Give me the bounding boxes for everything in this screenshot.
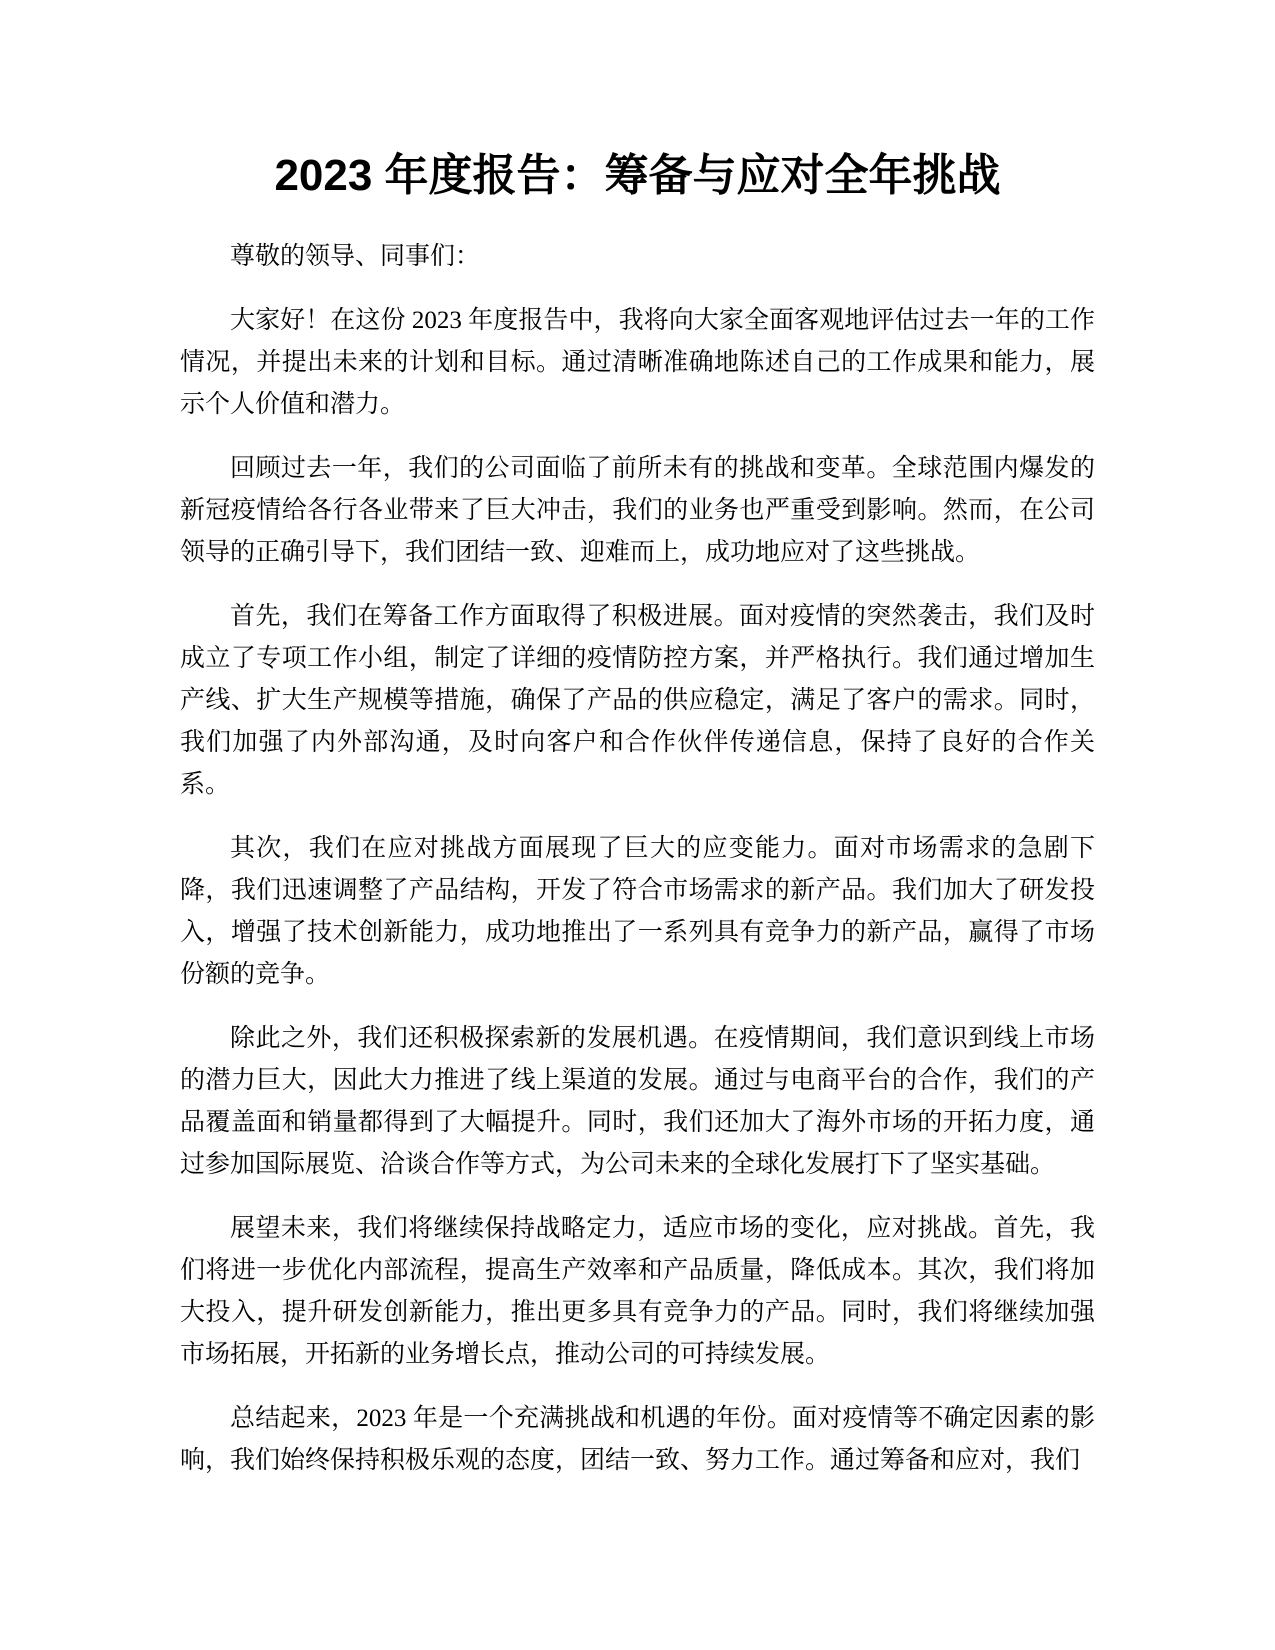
preparation-paragraph: 首先，我们在筹备工作方面取得了积极进展。面对疫情的突然袭击，我们及时成立了专项工作小组，制定了详细的疫情防控方案，并严格执行。我们通过增加生产线、扩大生产规模等措施，确保了产品的供应稳定，满足了客户的需求。同时，我们加强了内外部沟通，及时向客户和合作伙伴传递信息，保持了良好的合作关系。 xyxy=(180,603,1095,798)
document-body xyxy=(180,236,1095,1504)
salutation-paragraph: 尊敬的领导、同事们： xyxy=(230,243,481,270)
intro-paragraph: 大家好！在这份 2023 年度报告中，我将向大家全面客观地评估过去一年的工作情况，并提出未来的计划和目标。通过清晰准确地陈述自己的工作成果和能力，展示个人价值和潜力。 xyxy=(180,307,1095,418)
outlook-paragraph: 展望未来，我们将继续保持战略定力，适应市场的变化，应对挑战。首先，我们将进一步优化内部流程，提高生产效率和产品质量，降低成本。其次，我们将加大投入，提升研发创新能力，推出更多具有竞争力的产品。同时，我们将继续加强市场拓展，开拓新的业务增长点，推动公司的可持续发展。 xyxy=(180,1215,1095,1368)
summary-paragraph: 总结起来，2023 年是一个充满挑战和机遇的年份。面对疫情等不确定因素的影响，我们始终保持积极乐观的态度，团结一致、努力工作。通过筹备和应对，我们 xyxy=(180,1405,1095,1474)
document-title: 2023 年度报告：筹备与应对全年挑战 xyxy=(274,151,1001,200)
opportunity-paragraph: 除此之外，我们还积极探索新的发展机遇。在疫情期间，我们意识到线上市场的潜力巨大，因此大力推进了线上渠道的发展。通过与电商平台的合作，我们的产品覆盖面和销量都得到了大幅提升。同时，我们还加大了海外市场的开拓力度，通过参加国际展览、洽谈合作等方式，为公司未来的全球化发展打下了坚实基础。 xyxy=(180,1025,1095,1178)
response-paragraph: 其次，我们在应对挑战方面展现了巨大的应变能力。面对市场需求的急剧下降，我们迅速调整了产品结构，开发了符合市场需求的新产品。我们加大了研发投入，增强了技术创新能力，成功地推出了一系列具有竞争力的新产品，赢得了市场份额的竞争。 xyxy=(180,835,1095,988)
review-paragraph: 回顾过去一年，我们的公司面临了前所未有的挑战和变革。全球范围内爆发的新冠疫情给各行各业带来了巨大冲击，我们的业务也严重受到影响。然而，在公司领导的正确引导下，我们团结一致、迎难而上，成功地应对了这些挑战。 xyxy=(180,455,1095,566)
